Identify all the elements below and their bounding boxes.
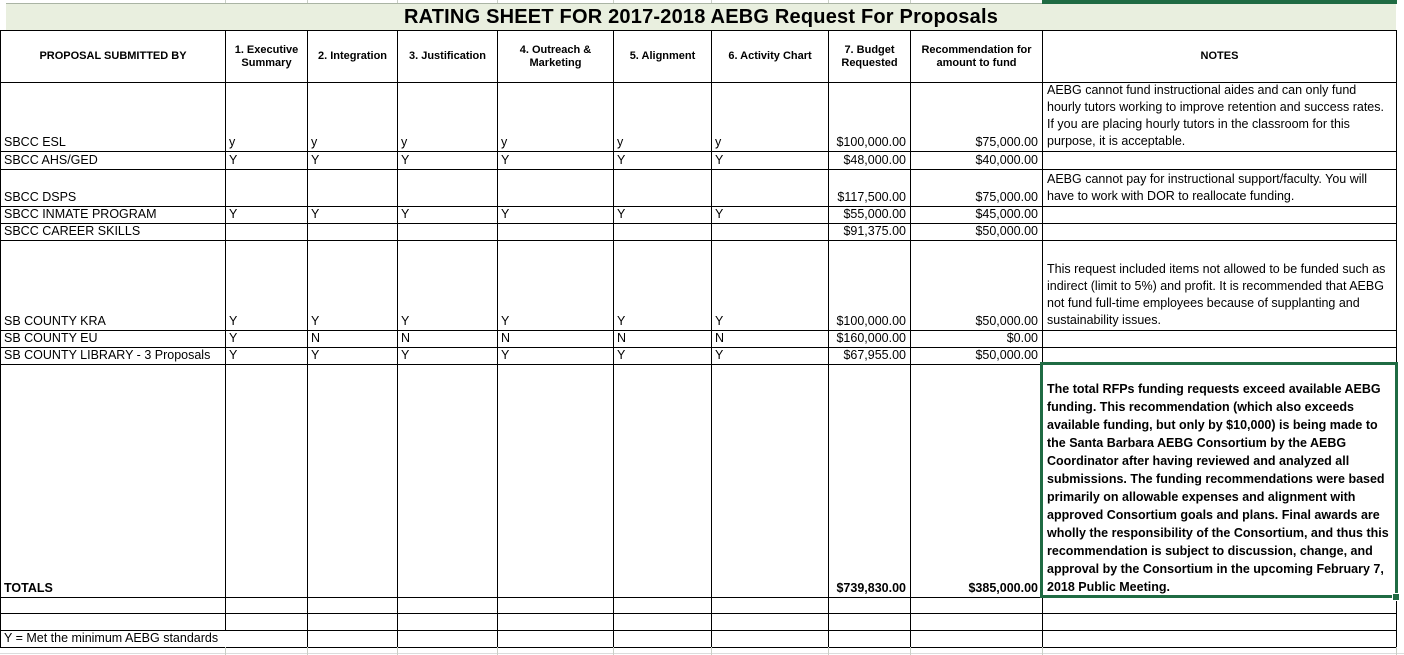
cell-proposal-name[interactable]: SBCC INMATE PROGRAM [1, 207, 226, 224]
gridline-tick [613, 647, 614, 655]
cell-rating[interactable]: N [712, 331, 829, 348]
cell-notes-text: AEBG cannot pay for instructional support/faculty. You will have to work with DOR to reallocate funding. [1047, 172, 1368, 203]
cell-empty[interactable] [398, 598, 498, 614]
cell-recommendation[interactable]: $0.00 [911, 331, 1043, 348]
table-row [1, 348, 1397, 365]
table-row [1, 614, 1397, 631]
cell-empty[interactable] [829, 598, 911, 614]
cell-empty[interactable] [308, 631, 398, 648]
gridline-tick [225, 647, 226, 655]
cell-empty[interactable] [614, 614, 712, 631]
cell-rating[interactable] [614, 170, 712, 207]
header-cell[interactable]: Recommendation for amount to fund [911, 31, 1043, 83]
cell-budget-requested[interactable]: $100,000.00 [829, 83, 911, 152]
cell-rating[interactable]: Y [398, 348, 498, 365]
cell-empty[interactable] [1043, 631, 1397, 648]
cell-empty[interactable] [1, 614, 226, 631]
cell-proposal-name[interactable]: SB COUNTY EU [1, 331, 226, 348]
cell-rating[interactable]: N [614, 331, 712, 348]
gridline-tick [307, 647, 308, 655]
cell-budget-requested[interactable]: $160,000.00 [829, 331, 911, 348]
cell-rating[interactable]: Y [498, 348, 614, 365]
cell-rating[interactable] [226, 224, 308, 241]
cell-rating[interactable]: Y [226, 207, 308, 224]
cell-rating[interactable]: Y [308, 207, 398, 224]
cell-empty[interactable] [226, 614, 308, 631]
cell-budget-requested[interactable]: $48,000.00 [829, 152, 911, 170]
cell-rating[interactable]: N [308, 331, 398, 348]
cell-rating[interactable]: Y [226, 331, 308, 348]
cell-empty[interactable] [398, 614, 498, 631]
cell-notes[interactable] [1043, 224, 1397, 241]
cell-budget-requested[interactable]: $117,500.00 [829, 170, 911, 207]
cell-empty[interactable] [712, 631, 829, 648]
cell-rating[interactable]: y [308, 83, 398, 152]
cell-notes[interactable] [1043, 170, 1397, 207]
cell-notes[interactable] [1043, 207, 1397, 224]
cell-budget-requested[interactable]: $67,955.00 [829, 348, 911, 365]
cell-budget-requested[interactable]: $91,375.00 [829, 224, 911, 241]
cell-footnote[interactable]: Y = Met the minimum AEBG standards [1, 631, 308, 648]
header-cell[interactable]: 2. Integration [308, 31, 398, 83]
cell-recommendation[interactable]: $50,000.00 [911, 241, 1043, 331]
table-row [1, 631, 1397, 648]
cell-rating[interactable]: Y [398, 152, 498, 170]
cell-proposal-name[interactable]: SB COUNTY KRA [1, 241, 226, 331]
cell-rating[interactable]: y [398, 83, 498, 152]
header-cell[interactable]: PROPOSAL SUBMITTED BY [1, 31, 226, 83]
cell-rating[interactable] [308, 224, 398, 241]
gridline-tick [397, 647, 398, 655]
cell-rating[interactable]: Y [614, 241, 712, 331]
cell-rating[interactable]: Y [226, 241, 308, 331]
table-row [1, 365, 1397, 598]
header-cell[interactable]: 7. Budget Requested [829, 31, 911, 83]
rating-table [0, 30, 1397, 648]
cell-rating[interactable] [712, 224, 829, 241]
gridline-tick [1396, 647, 1397, 655]
cell-rating[interactable] [398, 224, 498, 241]
table-row [1, 207, 1397, 224]
cell-notes-text: This request included items not allowed to be funded such as indirect (limit to 5%) and profit. It is recommended that AEBG not fund full-time employees because of supplanting and sustainability issues. [1047, 262, 1386, 327]
cell-notes[interactable] [1043, 331, 1397, 348]
cell-empty[interactable] [829, 614, 911, 631]
cell-empty[interactable] [498, 598, 614, 614]
header-cell[interactable]: 6. Activity Chart [712, 31, 829, 83]
cell-rating[interactable]: Y [614, 152, 712, 170]
cell-budget-requested[interactable]: $100,000.00 [829, 241, 911, 331]
cell-empty[interactable] [829, 631, 911, 648]
cell-rating[interactable]: Y [614, 348, 712, 365]
cell-empty[interactable] [1043, 614, 1397, 631]
cell-empty[interactable] [911, 598, 1043, 614]
gridline-tick [910, 647, 911, 655]
cell-rating[interactable]: y [226, 83, 308, 152]
cell-rating[interactable]: y [498, 83, 614, 152]
cell-rating[interactable]: Y [712, 241, 829, 331]
cell-notes[interactable] [1043, 83, 1397, 152]
cell-rating[interactable] [498, 365, 614, 598]
cell-rating[interactable]: Y [226, 152, 308, 170]
cell-empty[interactable] [308, 598, 398, 614]
cell-proposal-name[interactable]: SBCC DSPS [1, 170, 226, 207]
cell-empty[interactable] [498, 631, 614, 648]
table-row [1, 331, 1397, 348]
header-cell[interactable]: 3. Justification [398, 31, 498, 83]
table-row [1, 31, 1397, 83]
header-cell[interactable]: 5. Alignment [614, 31, 712, 83]
cell-rating[interactable]: Y [498, 152, 614, 170]
cell-rating[interactable] [498, 224, 614, 241]
cell-empty[interactable] [398, 631, 498, 648]
cell-proposal-name[interactable]: SBCC AHS/GED [1, 152, 226, 170]
cell-totals-budget[interactable]: $739,830.00 [829, 365, 911, 598]
cell-recommendation[interactable]: $40,000.00 [911, 152, 1043, 170]
cell-rating[interactable] [308, 170, 398, 207]
cell-rating[interactable]: Y [398, 207, 498, 224]
cell-empty[interactable] [614, 598, 712, 614]
cell-proposal-name[interactable]: SBCC ESL [1, 83, 226, 152]
fill-handle[interactable] [1392, 593, 1400, 601]
table-row [1, 170, 1397, 207]
cell-empty[interactable] [498, 614, 614, 631]
cell-recommendation[interactable]: $50,000.00 [911, 348, 1043, 365]
cell-rating[interactable] [398, 170, 498, 207]
cell-rating[interactable]: Y [614, 207, 712, 224]
header-cell[interactable]: 1. Executive Summary [226, 31, 308, 83]
header-cell[interactable]: 4. Outreach & Marketing [498, 31, 614, 83]
cell-notes[interactable] [1043, 152, 1397, 170]
cell-rating[interactable]: Y [226, 348, 308, 365]
cell-rating[interactable]: Y [712, 152, 829, 170]
cell-recommendation[interactable]: $50,000.00 [911, 224, 1043, 241]
cell-empty[interactable] [308, 614, 398, 631]
gridline-tick [711, 647, 712, 655]
cell-rating[interactable]: y [712, 83, 829, 152]
table-row [1, 598, 1397, 614]
cell-proposal-name[interactable]: SB COUNTY LIBRARY - 3 Proposals [1, 348, 226, 365]
cell-empty[interactable] [911, 614, 1043, 631]
gridline-tick [497, 647, 498, 655]
cell-rating[interactable] [712, 170, 829, 207]
cell-empty[interactable] [712, 598, 829, 614]
cell-rating[interactable]: Y [712, 207, 829, 224]
table-row [1, 152, 1397, 170]
cell-rating[interactable]: Y [498, 241, 614, 331]
cell-empty[interactable] [226, 598, 308, 614]
cell-rating[interactable]: Y [712, 348, 829, 365]
cell-recommendation[interactable]: $75,000.00 [911, 83, 1043, 152]
cell-rating[interactable]: Y [308, 348, 398, 365]
cell-notes[interactable] [1043, 241, 1397, 331]
cell-rating[interactable]: N [498, 331, 614, 348]
cell-budget-requested[interactable]: $55,000.00 [829, 207, 911, 224]
cell-totals-label[interactable]: TOTALS [1, 365, 226, 598]
cell-proposal-name[interactable]: SBCC CAREER SKILLS [1, 224, 226, 241]
cell-recommendation[interactable]: $75,000.00 [911, 170, 1043, 207]
cell-rating[interactable] [614, 224, 712, 241]
cell-rating[interactable]: Y [308, 241, 398, 331]
cell-rating[interactable]: Y [498, 207, 614, 224]
table-row [1, 224, 1397, 241]
cell-rating[interactable] [226, 365, 308, 598]
cell-empty[interactable] [1043, 598, 1397, 614]
header-cell[interactable]: NOTES [1043, 31, 1397, 83]
cell-rating[interactable]: Y [398, 241, 498, 331]
sheet-title-cell[interactable]: RATING SHEET FOR 2017-2018 AEBG Request For Proposals [6, 3, 1396, 30]
cell-notes-text: AEBG cannot fund instructional aides and can only fund hourly tutors working to improve retention and success rates. If you are placing hourly tutors in the classroom for this purpose, it is acceptable. [1047, 83, 1384, 148]
cell-empty[interactable] [1, 598, 226, 614]
cell-rating[interactable] [226, 170, 308, 207]
cell-totals-recommendation[interactable]: $385,000.00 [911, 365, 1043, 598]
cell-totals-notes[interactable] [1043, 365, 1397, 598]
table-row [1, 83, 1397, 152]
cell-recommendation[interactable]: $45,000.00 [911, 207, 1043, 224]
gridline-tick [828, 647, 829, 655]
cell-rating[interactable]: Y [308, 152, 398, 170]
cell-rating[interactable] [498, 170, 614, 207]
table-row [1, 241, 1397, 331]
cell-empty[interactable] [712, 614, 829, 631]
gridline-tick [1042, 647, 1043, 655]
cell-totals-notes-text: The total RFPs funding requests exceed available AEBG funding. This recommendation (which also exceeds available funding, but only by $10,000) is being made to the Santa Barbara AEBG Consortium by the AEBG Coordinator after having reviewed and analyzed all submissions. The funding recommendations were based primarily on allowable expenses and alignment with approved Consortium goals and plans. Final awards are wholly the responsibility of the Consortium, and thus this recommendation is subject to discussion, change, and approval by the Consortium in the upcoming February 7, 2018 Public Meeting. [1047, 382, 1389, 594]
cell-rating[interactable] [614, 365, 712, 598]
cell-empty[interactable] [614, 631, 712, 648]
sheet-gridline-bottom [0, 653, 1404, 654]
cell-rating[interactable] [308, 365, 398, 598]
cell-rating[interactable] [712, 365, 829, 598]
cell-empty[interactable] [911, 631, 1043, 648]
cell-rating[interactable] [398, 365, 498, 598]
cell-rating[interactable]: y [614, 83, 712, 152]
cell-notes[interactable] [1043, 348, 1397, 365]
cell-rating[interactable]: N [398, 331, 498, 348]
selection-edge-top [1042, 0, 1397, 4]
